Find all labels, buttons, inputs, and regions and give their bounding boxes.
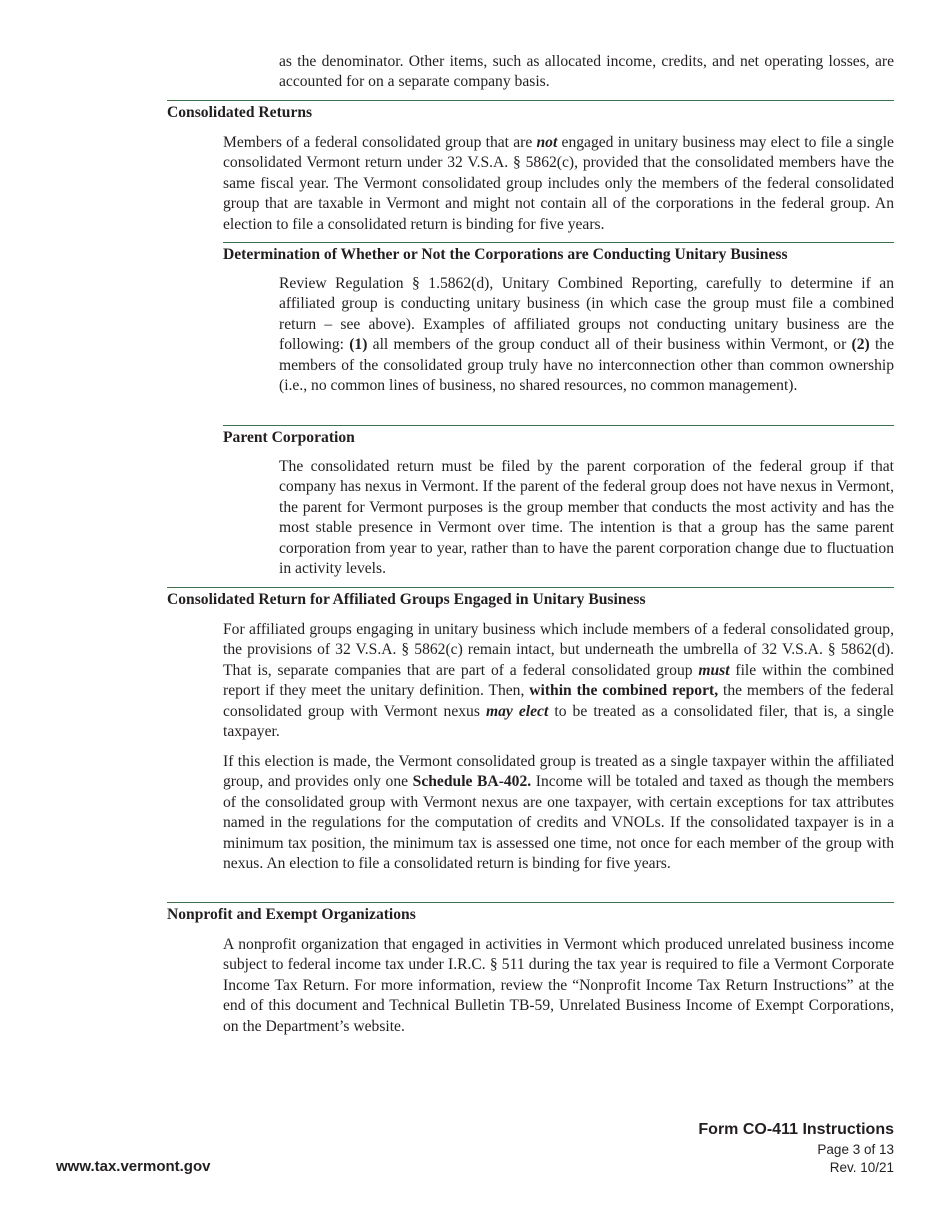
section-divider <box>223 425 894 426</box>
section-divider <box>223 242 894 243</box>
parent-corporation-paragraph: The consolidated return must be filed by the parent corporation of the federal group if that company has nexus in Vermont. If the parent of the federal group does not have nexus in Vermont, the parent for Vermont purposes is the group member that conducts the most activity and has the most stable presence in Vermont over time. The intention is that a group has the same parent corporation from year to year, rather than to have the parent corporation change due to fluctuation in activity levels. <box>279 458 894 578</box>
heading-consolidated-returns: Consolidated Returns <box>167 104 313 121</box>
affiliated-paragraph-1: For affiliated groups engaging in unitary business which include members of a federal consolidated group, the provisions of 32 V.S.A. § 5862(c) remain intact, but underneath the umbrella of 32 V.S.A. § 5862(d). That is, separate companies that are part of a federal consolidated group must file within the combined report if they meet the unitary definition. Then, within the combined report, the members of the federal consolidated group with Vermont nexus may elect to be treated as a consolidated filer, that is, a single taxpayer. <box>223 621 894 741</box>
heading-affiliated-groups: Consolidated Return for Affiliated Groups Engaged in Unitary Business <box>167 591 646 608</box>
footer-revision: Rev. 10/21 <box>829 1160 894 1175</box>
footer-website-link[interactable]: www.tax.vermont.gov <box>56 1158 211 1175</box>
footer-form-title: Form CO-411 Instructions <box>698 1121 894 1138</box>
nonprofit-paragraph: A nonprofit organization that engaged in activities in Vermont which produced unrelated business income subject to federal income tax under I.R.C. § 511 during the tax year is required to file a Vermont Corporate Income Tax Return. For more information, review the “Nonprofit Income Tax Return Instructions” at the end of this document and Technical Bulletin TB-59, Unrelated Business Income of Exempt Corporations, on the Department’s website. <box>223 936 894 1035</box>
emphasis-not: not <box>536 134 558 151</box>
emphasis-may-elect: may elect <box>485 702 549 720</box>
schedule-ba-402: Schedule BA-402. <box>412 773 532 791</box>
footer-page-number: Page 3 of 13 <box>817 1142 894 1157</box>
section-divider <box>167 902 894 903</box>
section-divider <box>167 100 894 101</box>
emphasis-must: must <box>698 661 730 679</box>
heading-parent-corporation: Parent Corporation <box>223 429 355 446</box>
determination-paragraph: Review Regulation § 1.5862(d), Unitary Combined Reporting, carefully to determine if an affiliated group is conducting unitary business (in which case the group must file a combined return – see above). Examples of affiliated groups not conducting unitary business are the following: (1) all members of the group conduct all of their business within Vermont, or (2) the members of the consolidated group truly have no interconnection other than common ownership (i.e., no common lines of business, no shared resources, no common management). <box>279 275 894 395</box>
section-divider <box>167 587 894 588</box>
affiliated-paragraph-2: If this election is made, the Vermont consolidated group is treated as a single taxpayer within the affiliated group, and provides only one Schedule BA-402. Income will be totaled and taxed as though the members of the consolidated group with Vermont nexus are one taxpayer, with certain exceptions for tax attributes named in the regulations for the computation of credits and VNOLs. If the consolidated taxpayer is in a minimum tax position, the minimum tax is assessed one time, not once for each member of the group with nexus. An election to file a consolidated return is binding for five years. <box>223 753 894 873</box>
intro-paragraph <box>279 52 894 93</box>
heading-nonprofit: Nonprofit and Exempt Organizations <box>167 906 416 923</box>
consolidated-returns-paragraph: Members of a federal consolidated group that are not engaged in unitary business may elect to file a single consolidated Vermont return under 32 V.S.A. § 5862(c), provided that the consolidated members have the same fiscal year. The Vermont consolidated group includes only the members of the federal consolidated group that are taxable in Vermont and might not contain all of the corporations in the federal group. An election to file a consolidated return is binding for five years. <box>223 134 894 233</box>
heading-determination-unitary: Determination of Whether or Not the Corporations are Conducting Unitary Business <box>223 246 788 263</box>
intro-text: as the denominator. Other items, such as allocated income, credits, and net operating losses, are accounted for on a separate company basis. <box>279 53 894 91</box>
